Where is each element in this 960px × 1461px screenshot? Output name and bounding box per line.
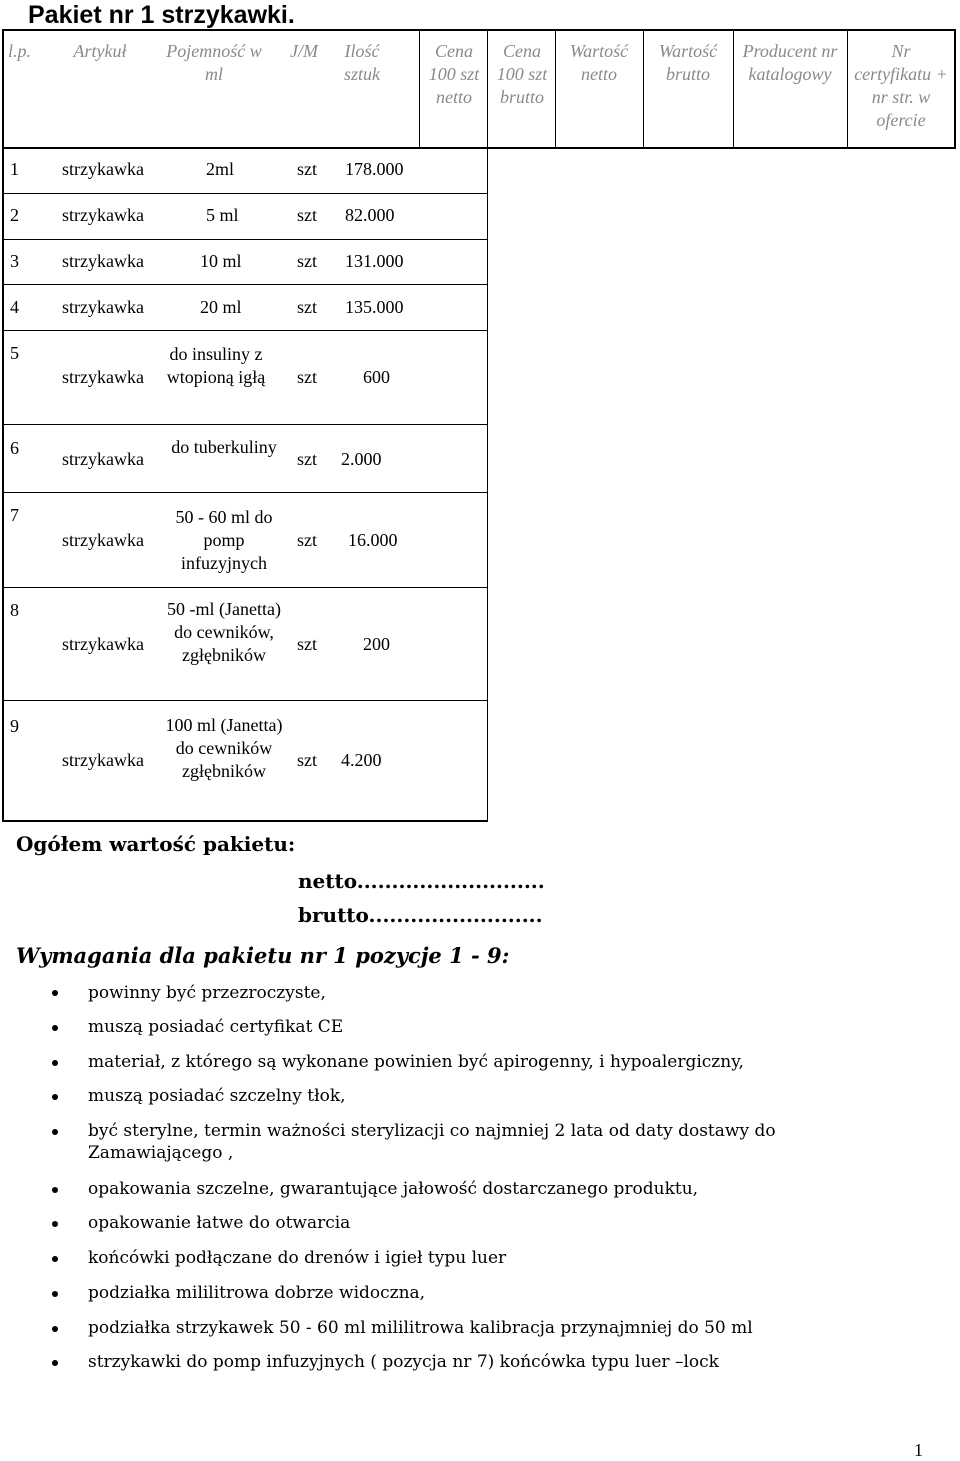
table-row-pojemnosc: do insuliny z wtopioną igłą [166, 344, 266, 387]
bullet-icon [52, 1360, 58, 1366]
bullet-icon [52, 1291, 58, 1297]
table-row-artykul: strzykawka [62, 750, 144, 770]
header-ilosc: Ilość sztuk [344, 41, 380, 84]
table-row-jm: szt [297, 297, 317, 317]
list-item: opakowania szczelne, gwarantujące jałowość dostarczanego produktu, [88, 1179, 699, 1199]
header-producent: Producent nr katalogowy [742, 41, 838, 84]
table-row-pojemnosc: 2ml [206, 159, 235, 179]
table-row-pojemnosc: 50 -ml (Janetta) do cewników, zgłębników [167, 599, 281, 665]
list-item: podziałka mililitrowa dobrze widoczna, [88, 1283, 426, 1303]
header-lp: l.p. [8, 41, 32, 61]
header-certyfikat: Nr certyfikatu + nr str. w ofercie [854, 41, 948, 130]
list-item: powinny być przezroczyste, [88, 983, 326, 1003]
table-row-ilosc: 16.000 [348, 530, 398, 550]
header-artykul: Artykuł [73, 41, 127, 61]
summary-netto: netto........................... [298, 869, 545, 893]
bullet-icon [52, 1129, 58, 1135]
header-pojemnosc: Pojemność w ml [166, 41, 262, 84]
bullet-icon [52, 1221, 58, 1227]
table-row-artykul: strzykawka [62, 634, 144, 654]
table-row-artykul: strzykawka [62, 205, 144, 225]
header-cena-netto: Cena 100 szt netto [428, 41, 480, 107]
table-row-artykul: strzykawka [62, 297, 144, 317]
table-row-ilosc: 135.000 [345, 297, 404, 317]
table-row-lp: 8 [10, 600, 19, 620]
table-row-jm: szt [297, 449, 317, 469]
table-row-ilosc: 4.200 [341, 750, 382, 770]
table-row-jm: szt [297, 367, 317, 387]
table-row-lp: 1 [10, 159, 19, 179]
list-item: końcówki podłączane do drenów i igieł typu luer [88, 1248, 507, 1268]
list-item: muszą posiadać certyfikat CE [88, 1017, 344, 1037]
table-row-ilosc: 200 [363, 634, 390, 654]
table-row-jm: szt [297, 750, 317, 770]
table-row-artykul: strzykawka [62, 251, 144, 271]
bullet-icon [52, 1094, 58, 1100]
document-title: Pakiet nr 1 strzykawki. [28, 1, 295, 29]
bullet-icon [52, 1025, 58, 1031]
table-row-pojemnosc: 20 ml [200, 297, 242, 317]
table-row-lp: 3 [10, 251, 19, 271]
table-row-lp: 5 [10, 343, 19, 363]
list-item: podziałka strzykawek 50 - 60 ml mililitrowa kalibracja przynajmniej do 50 ml [88, 1318, 753, 1338]
table-row-lp: 6 [10, 438, 19, 458]
table-row-artykul: strzykawka [62, 367, 144, 387]
list-item: strzykawki do pomp infuzyjnych ( pozycja nr 7) końcówka typu luer –lock [88, 1352, 719, 1372]
table-row-artykul: strzykawka [62, 449, 144, 469]
header-wartosc-brutto: Wartość brutto [658, 41, 718, 84]
table-row-artykul: strzykawka [62, 530, 144, 550]
table-row-jm: szt [297, 530, 317, 550]
table-row-jm: szt [297, 205, 317, 225]
table-row-artykul: strzykawka [62, 159, 144, 179]
table-row-ilosc: 178.000 [345, 159, 404, 179]
table-row-jm: szt [297, 634, 317, 654]
table-row-ilosc: 131.000 [345, 251, 404, 271]
list-item: opakowanie łatwe do otwarcia [88, 1213, 351, 1233]
header-cena-brutto: Cena 100 szt brutto [496, 41, 548, 107]
summary-title: Ogółem wartość pakietu: [16, 832, 296, 856]
requirements-title: Wymagania dla pakietu nr 1 pozycje 1 - 9: [16, 943, 510, 968]
table-row-lp: 9 [10, 716, 19, 736]
bullet-icon [52, 1326, 58, 1332]
page-number: 1 [914, 1440, 923, 1460]
table-row-pojemnosc: 100 ml (Janetta) do cewników zgłębników [165, 715, 283, 781]
list-item: materiał, z którego są wykonane powinien być apirogenny, i hypoalergiczny, [88, 1052, 744, 1072]
table-row-pojemnosc: 5 ml [206, 205, 239, 225]
bullet-icon [52, 1060, 58, 1066]
list-item: muszą posiadać szczelny tłok, [88, 1086, 346, 1106]
table-row-lp: 4 [10, 297, 19, 317]
bullet-icon [52, 1256, 58, 1262]
bullet-icon [52, 1187, 58, 1193]
summary-brutto: brutto......................... [298, 903, 543, 927]
table-row-jm: szt [297, 251, 317, 271]
table-row-pojemnosc: 10 ml [200, 251, 242, 271]
list-item: być sterylne, termin ważności sterylizacji co najmniej 2 lata od daty dostawy do Zamawiającego , [88, 1121, 776, 1163]
table-row-pojemnosc: do tuberkuliny [171, 437, 277, 457]
table-row-ilosc: 600 [363, 367, 390, 387]
table-row-pojemnosc: 50 - 60 ml do pomp infuzyjnych [175, 507, 273, 573]
bullet-icon [52, 990, 58, 996]
header-wartosc-netto: Wartość netto [569, 41, 629, 84]
table-row-jm: szt [297, 159, 317, 179]
table-row-lp: 2 [10, 205, 19, 225]
table-row-lp: 7 [10, 505, 19, 525]
table-row-ilosc: 82.000 [345, 205, 395, 225]
header-jm: J/M [290, 41, 318, 61]
table-row-ilosc: 2.000 [341, 449, 382, 469]
